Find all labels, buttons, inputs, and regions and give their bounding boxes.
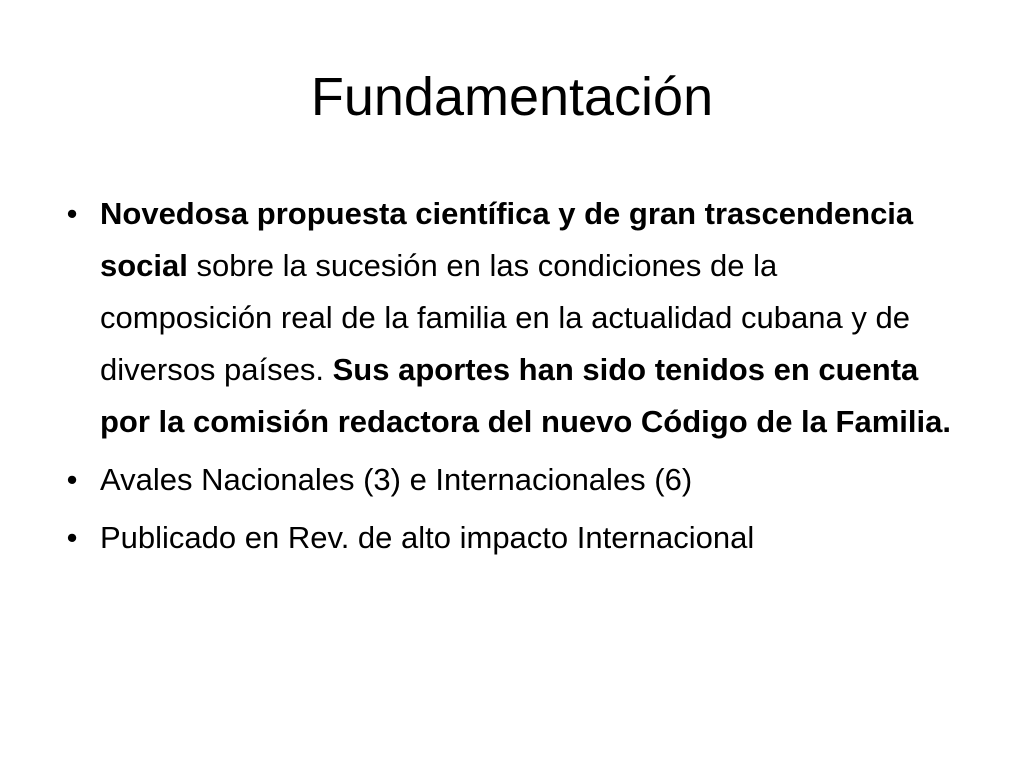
bullet-text-bold: Novedosa propuesta científica y de gran trascendencia social [100, 196, 914, 283]
bullet-marker: • [66, 520, 78, 555]
bullet-item-avales [52, 454, 952, 506]
bullet-text-bold: Sus aportes han sido tenidos en cuenta por la comisión redactora del nuevo Código de la Familia. [100, 352, 951, 439]
bullet-text: Publicado en Rev. de alto impacto Internacional [100, 520, 755, 555]
slide-title: Fundamentación [310, 67, 714, 127]
bullet-item-publicado [52, 512, 952, 564]
bullet-item-fundamentacion [52, 188, 952, 448]
bullet-marker: • [66, 196, 78, 231]
bullet-marker: • [66, 462, 78, 497]
bullet-text: Avales Nacionales (3) e Internacionales (6) [100, 462, 693, 497]
bullet-list [52, 188, 952, 570]
bullet-text: sobre la sucesión en las condiciones de la composición real de la familia en la actualidad cubana y de diversos países. [100, 248, 910, 387]
